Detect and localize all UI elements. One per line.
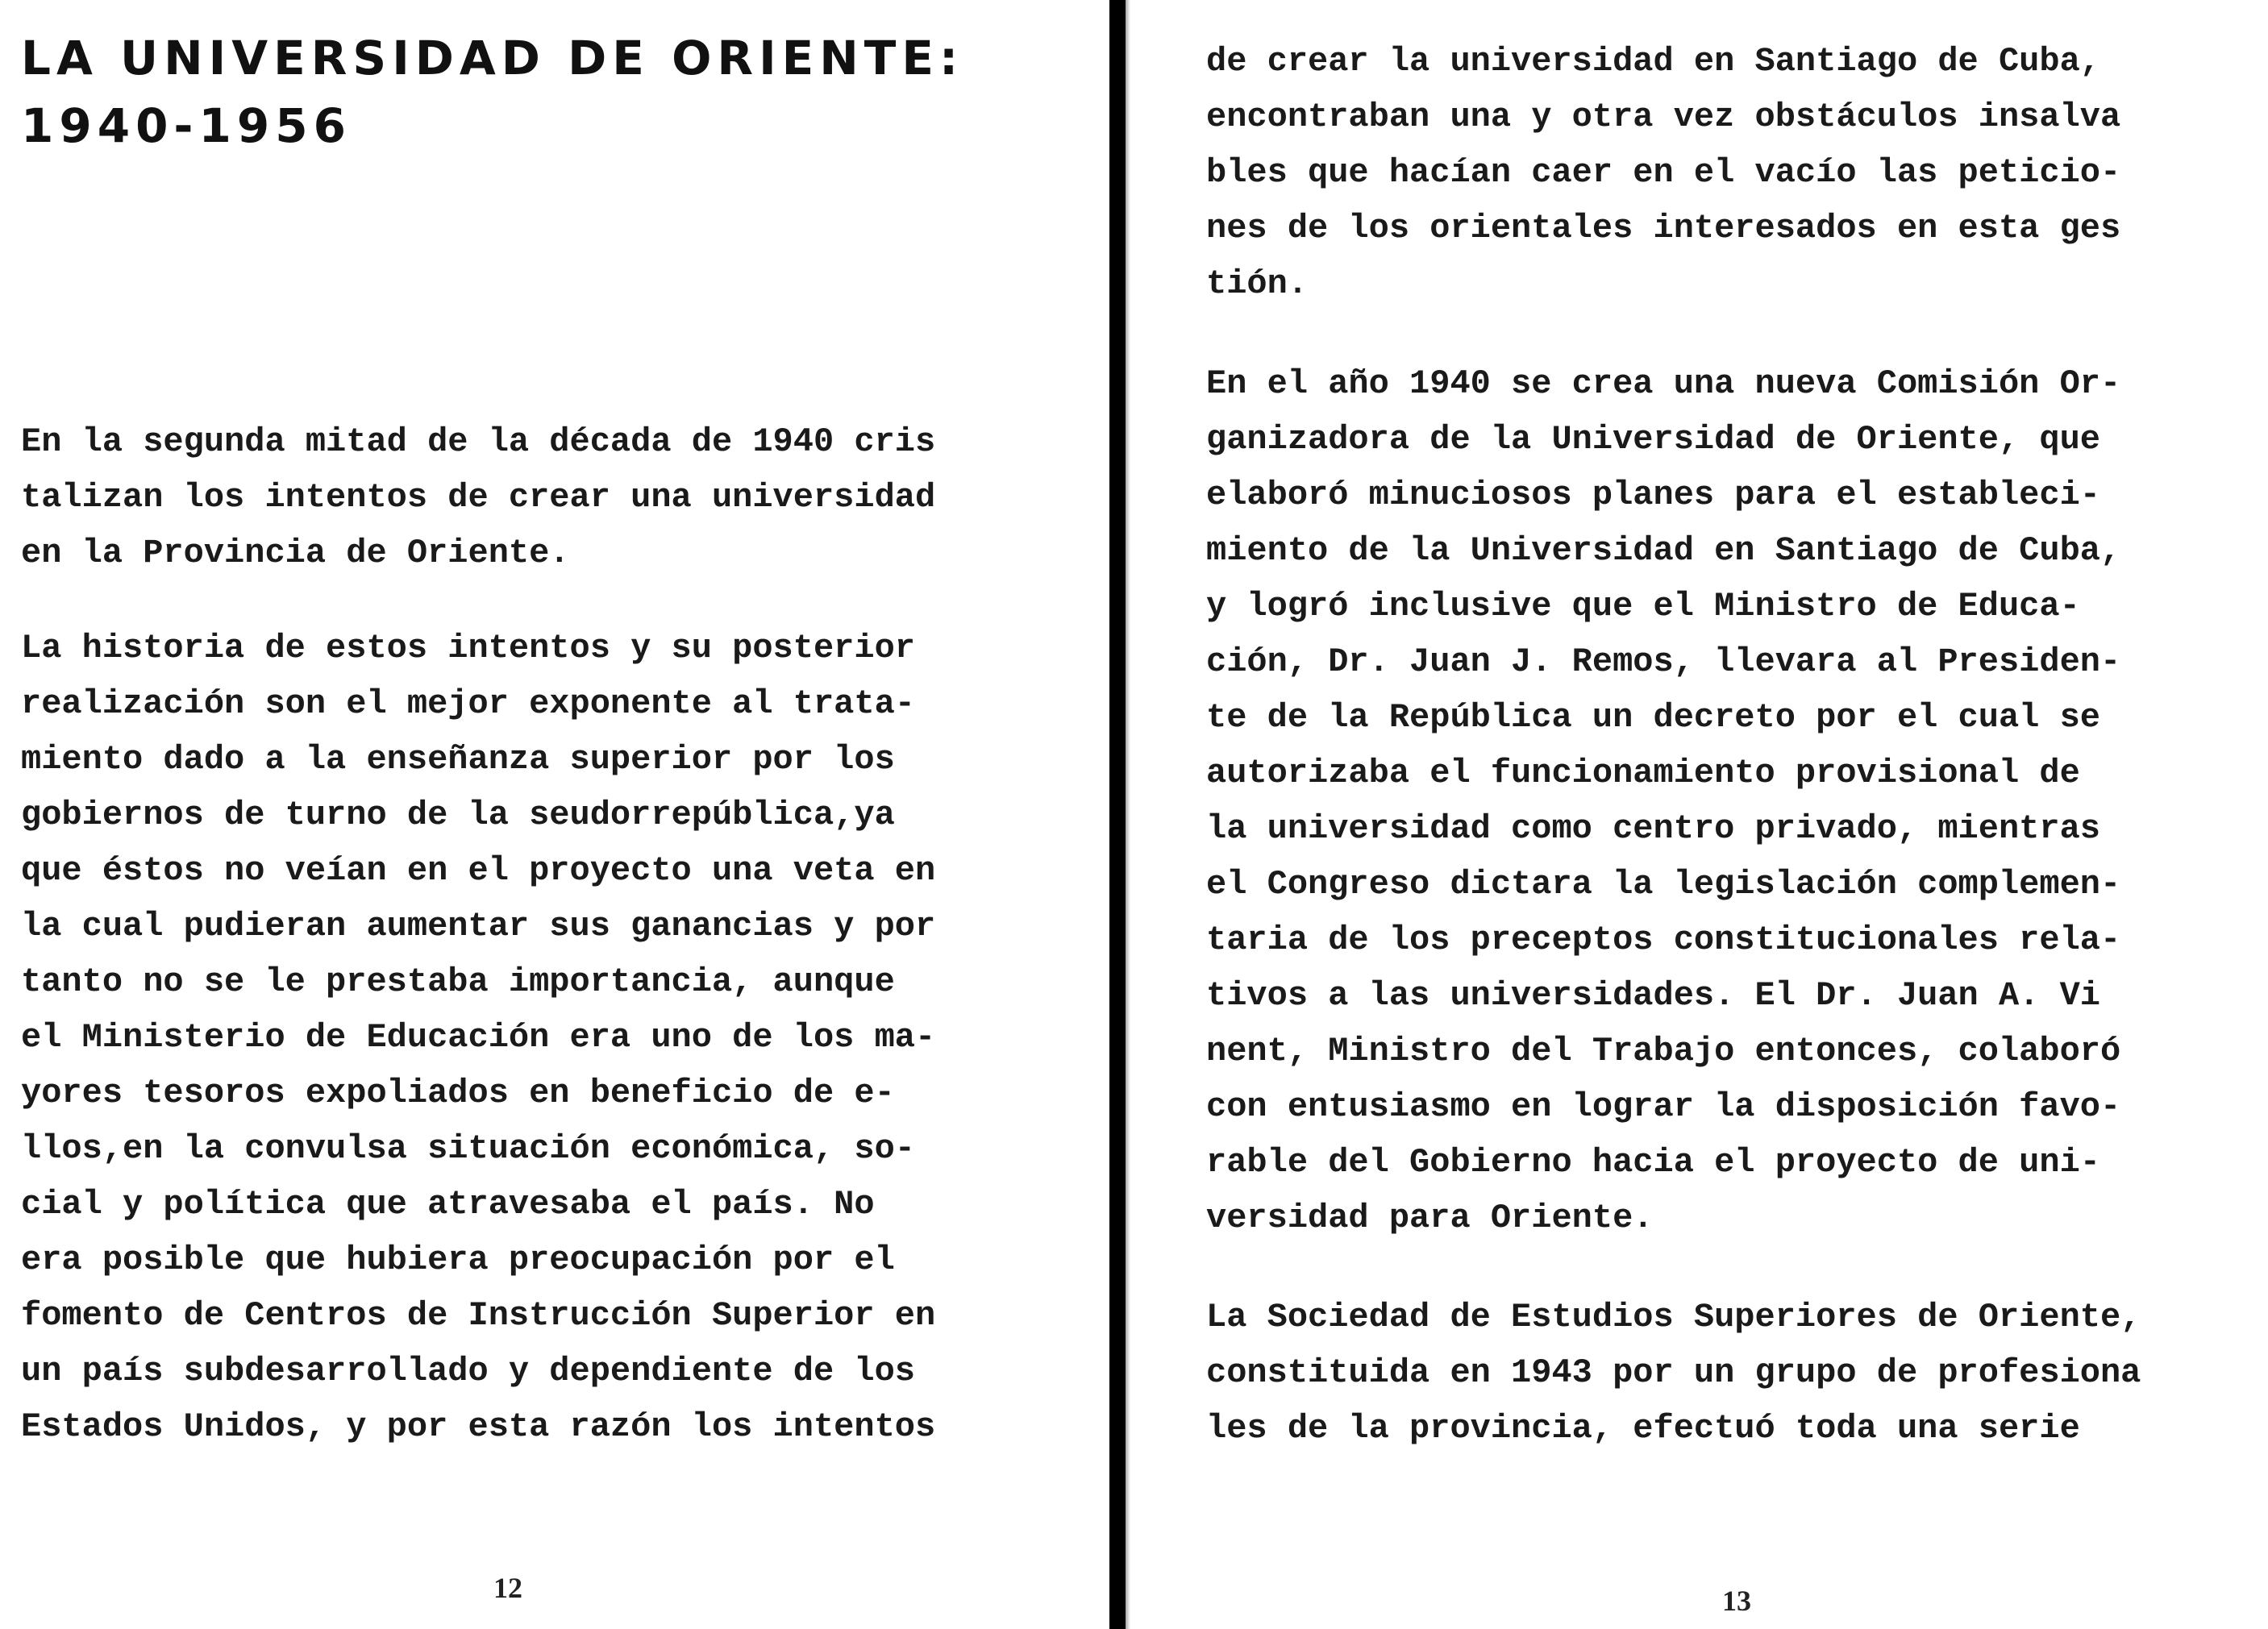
text-line: el Ministerio de Educación era uno de los ma-	[21, 1018, 936, 1057]
text-line: talizan los intentos de crear una universidad	[21, 478, 936, 517]
text-line: La Sociedad de Estudios Superiores de Oriente,	[1206, 1298, 2141, 1336]
text-line: En el año 1940 se crea una nueva Comisión Or-	[1206, 364, 2121, 403]
text-line: constituida en 1943 por un grupo de profesiona	[1206, 1353, 2141, 1392]
text-line: llos,en la convulsa situación económica, so-	[21, 1129, 915, 1168]
text-line: cial y política que atravesaba el país. No	[21, 1185, 875, 1224]
text-line: miento dado a la enseñanza superior por los	[21, 740, 895, 779]
text-line: la universidad como centro privado, mientras	[1206, 809, 2100, 848]
text-line: tanto no se le prestaba importancia, aunque	[21, 962, 895, 1001]
text-line: de crear la universidad en Santiago de Cuba,	[1206, 42, 2100, 81]
text-line: Estados Unidos, y por esta razón los intentos	[21, 1407, 936, 1446]
text-line: te de la República un decreto por el cual se	[1206, 698, 2100, 737]
text-line: encontraban una y otra vez obstáculos insalva	[1206, 98, 2121, 136]
text-line: En la segunda mitad de la década de 1940 cris	[21, 422, 936, 461]
text-line: fomento de Centros de Instrucción Superior en	[21, 1296, 936, 1335]
text-line: el Congreso dictara la legislación complemen-	[1206, 865, 2121, 904]
left-page	[0, 0, 1109, 1629]
paragraph	[21, 414, 935, 581]
text-line: miento de la Universidad en Santiago de Cuba,	[1206, 531, 2121, 570]
paragraph	[1206, 1290, 2141, 1457]
paragraph	[1206, 34, 2120, 312]
text-line: versidad para Oriente.	[1206, 1199, 1654, 1237]
binding-gutter	[1109, 0, 1126, 1629]
text-line: nes de los orientales interesados en esta ges	[1206, 209, 2121, 247]
text-line: tivos a las universidades. El Dr. Juan A. Vi	[1206, 976, 2100, 1015]
paragraph	[1206, 356, 2120, 1246]
text-line: nent, Ministro del Trabajo entonces, colaboró	[1206, 1032, 2121, 1070]
text-line: era posible que hubiera preocupación por el	[21, 1240, 895, 1279]
text-line: realización son el mejor exponente al trata-	[21, 684, 915, 723]
text-line: ción, Dr. Juan J. Remos, llevara al Presiden-	[1206, 642, 2121, 681]
text-line: ganizadora de la Universidad de Oriente, que	[1206, 420, 2100, 459]
page-number: 13	[1722, 1585, 1751, 1617]
text-line: tión.	[1206, 264, 1309, 303]
chapter-title-line: LA UNIVERSIDAD DE ORIENTE:	[21, 31, 964, 85]
chapter-title	[21, 24, 963, 160]
text-line: que éstos no veían en el proyecto una veta en	[21, 851, 936, 890]
text-line: gobiernos de turno de la seudorrepública,ya	[21, 796, 895, 834]
paragraph	[21, 621, 935, 1455]
text-line: rable del Gobierno hacia el proyecto de uni-	[1206, 1143, 2100, 1182]
text-line: yores tesoros expoliados en beneficio de e-	[21, 1074, 895, 1112]
page-number: 12	[493, 1572, 522, 1604]
text-line: en la Provincia de Oriente.	[21, 534, 570, 572]
text-line: con entusiasmo en lograr la disposición favo-	[1206, 1087, 2121, 1126]
text-line: elaboró minuciosos planes para el estableci-	[1206, 476, 2100, 514]
text-line: taria de los preceptos constitucionales rela-	[1206, 920, 2121, 959]
chapter-title-years: 1940-1956	[21, 98, 352, 153]
text-line: la cual pudieran aumentar sus ganancias y por	[21, 907, 936, 945]
text-line: La historia de estos intentos y su posterior	[21, 629, 915, 667]
text-line: un país subdesarrollado y dependiente de los	[21, 1352, 915, 1390]
text-line: les de la provincia, efectuó toda una serie	[1206, 1409, 2080, 1448]
text-line: bles que hacían caer en el vacío las peticio-	[1206, 153, 2121, 192]
text-line: y logró inclusive que el Ministro de Educa-	[1206, 587, 2080, 625]
text-line: autorizaba el funcionamiento provisional de	[1206, 754, 2080, 792]
